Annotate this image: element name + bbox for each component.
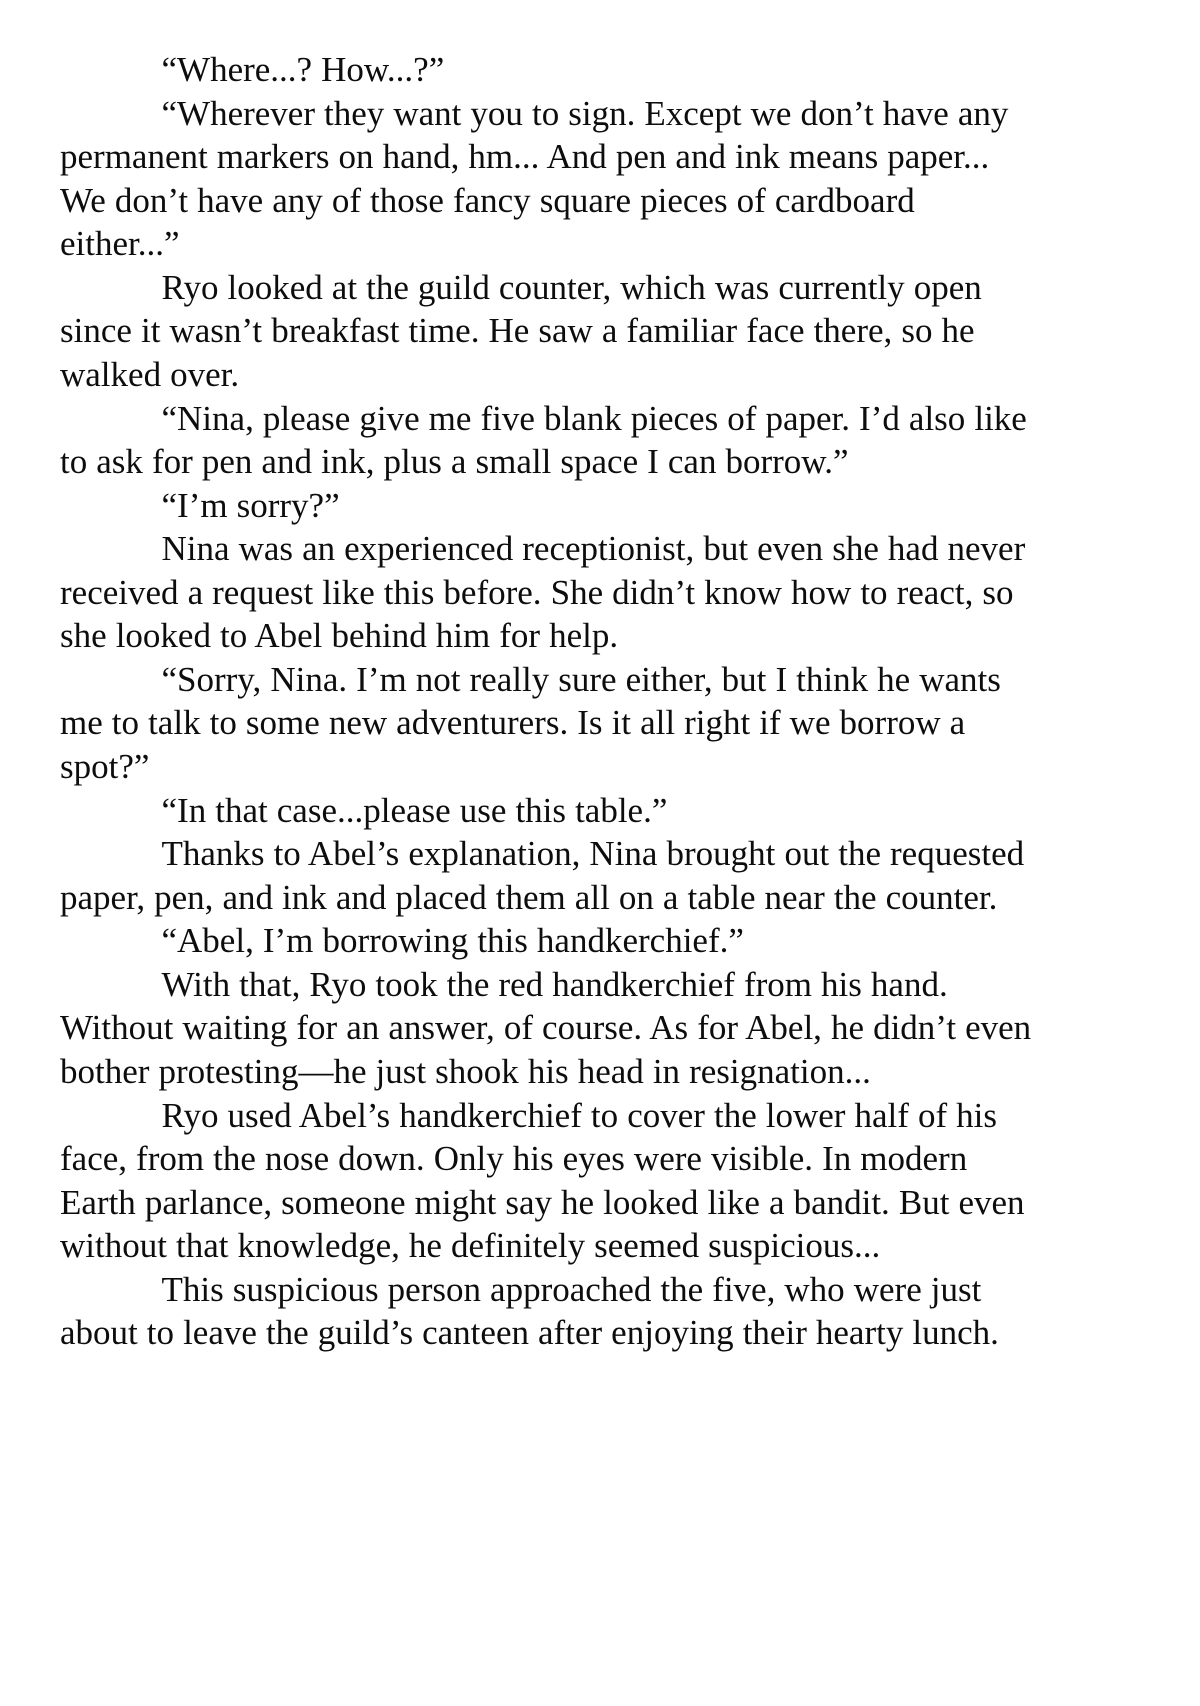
body-text <box>60 48 1032 1355</box>
paragraph: “Wherever they want you to sign. Except we don’t have any permanent markers on hand, hm... And pen and ink means paper... We don’t have any of those fancy square pieces of cardboard either...” <box>60 93 1009 264</box>
paragraph: Nina was an experienced receptionist, but even she had never received a request like this before. She didn’t know how to react, so she looked to Abel behind him for help. <box>60 529 1026 656</box>
paragraph: Ryo used Abel’s handkerchief to cover the lower half of his face, from the nose down. Only his eyes were visible. In modern Earth parlance, someone might say he looked like a bandit. But even without that knowledge, he definitely seemed suspicious... <box>60 1095 1025 1266</box>
paragraph: “Sorry, Nina. I’m not really sure either, but I think he wants me to talk to some new adventurers. Is it all right if we borrow a spot?” <box>60 659 1001 786</box>
paragraph: “In that case...please use this table.” <box>161 790 668 830</box>
paragraph: “Abel, I’m borrowing this handkerchief.” <box>161 921 744 961</box>
paragraph: “Where...? How...?” <box>161 50 445 89</box>
paragraph: With that, Ryo took the red handkerchief from his hand. Without waiting for an answer, of course. As for Abel, he didn’t even bother protesting—he just shook his head in resignation... <box>60 964 1032 1091</box>
paragraph: “I’m sorry?” <box>161 485 340 525</box>
paragraph: Thanks to Abel’s explanation, Nina brought out the requested paper, pen, and ink and placed them all on a table near the counter. <box>60 834 1025 917</box>
paragraph: This suspicious person approached the five, who were just about to leave the guild’s canteen after enjoying their hearty lunch. <box>60 1269 999 1353</box>
paragraph: “Nina, please give me five blank pieces of paper. I’d also like to ask for pen and ink, plus a small space I can borrow.” <box>60 398 1027 482</box>
paragraph: Ryo looked at the guild counter, which was currently open since it wasn’t breakfast time. He saw a familiar face there, so he walked over. <box>60 267 982 394</box>
